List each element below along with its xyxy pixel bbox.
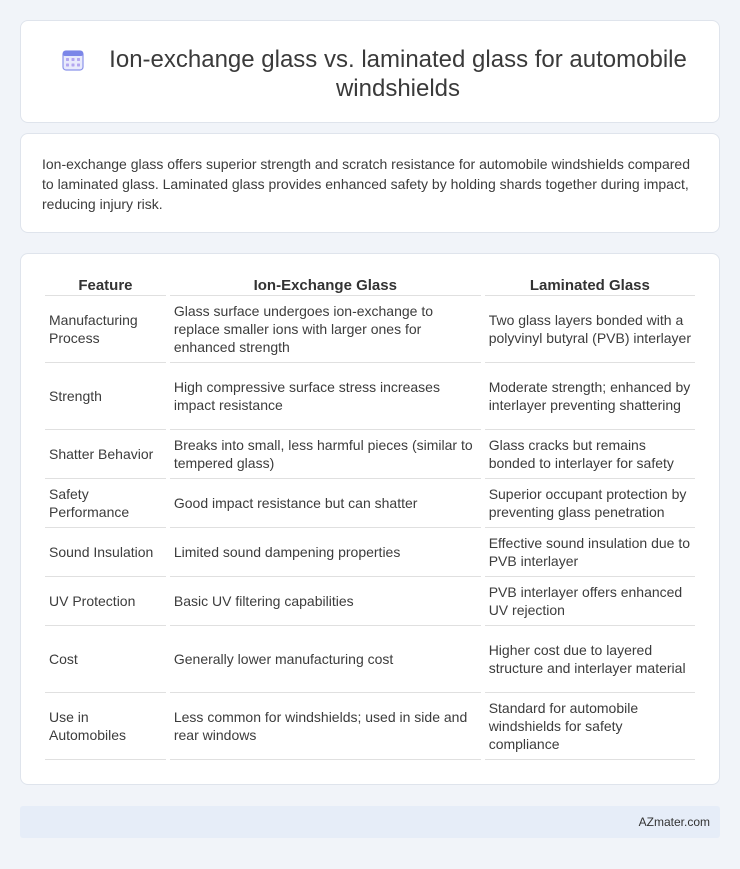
ion-exchange-cell: Good impact resistance but can shatter [170,479,481,528]
table-row [45,577,695,626]
laminated-cell: Superior occupant protection by preventing glass penetration [485,479,695,528]
feature-cell: UV Protection [45,577,166,626]
title-card [20,20,720,123]
ion-exchange-cell: Breaks into small, less harmful pieces (similar to tempered glass) [170,430,481,479]
laminated-cell: PVB interlayer offers enhanced UV rejection [485,577,695,626]
page-title: Ion-exchange glass vs. laminated glass for automobile windshields [109,46,687,102]
table-row [45,693,695,760]
feature-cell: Sound Insulation [45,528,166,577]
table-row [45,626,695,693]
column-header-laminated: Laminated Glass [485,274,695,296]
laminated-cell: Glass cracks but remains bonded to interlayer for safety [485,430,695,479]
ion-exchange-cell: High compressive surface stress increases impact resistance [170,363,481,430]
feature-cell: Safety Performance [45,479,166,528]
column-header-ion-exchange: Ion-Exchange Glass [170,274,481,296]
ion-exchange-cell: Basic UV filtering capabilities [170,577,481,626]
calendar-icon [61,48,85,72]
table-row [45,363,695,430]
ion-exchange-cell: Generally lower manufacturing cost [170,626,481,693]
comparison-table-card [20,253,720,785]
laminated-cell: Standard for automobile windshields for safety compliance [485,693,695,760]
footer-bar [20,806,720,838]
feature-cell: Shatter Behavior [45,430,166,479]
table-header-row [45,274,695,296]
ion-exchange-cell: Glass surface undergoes ion-exchange to replace smaller ions with larger ones for enhanced strength [170,296,481,363]
feature-cell: Manufacturing Process [45,296,166,363]
summary-card [20,133,720,233]
table-row [45,528,695,577]
feature-cell: Strength [45,363,166,430]
footer-source: AZmater.com [638,815,710,829]
comparison-table [41,274,699,760]
table-row [45,296,695,363]
laminated-cell: Moderate strength; enhanced by interlayer preventing shattering [485,363,695,430]
summary-text: Ion-exchange glass offers superior strength and scratch resistance for automobile windshields compared to laminated glass. Laminated glass provides enhanced safety by holding shards together during impact, reducing injury risk. [42,156,690,212]
laminated-cell: Two glass layers bonded with a polyvinyl butyral (PVB) interlayer [485,296,695,363]
ion-exchange-cell: Less common for windshields; used in side and rear windows [170,693,481,760]
column-header-feature: Feature [45,274,166,296]
feature-cell: Cost [45,626,166,693]
table-row [45,479,695,528]
title-row [61,45,689,103]
laminated-cell: Higher cost due to layered structure and interlayer material [485,626,695,693]
ion-exchange-cell: Limited sound dampening properties [170,528,481,577]
table-row [45,430,695,479]
feature-cell: Use in Automobiles [45,693,166,760]
laminated-cell: Effective sound insulation due to PVB interlayer [485,528,695,577]
